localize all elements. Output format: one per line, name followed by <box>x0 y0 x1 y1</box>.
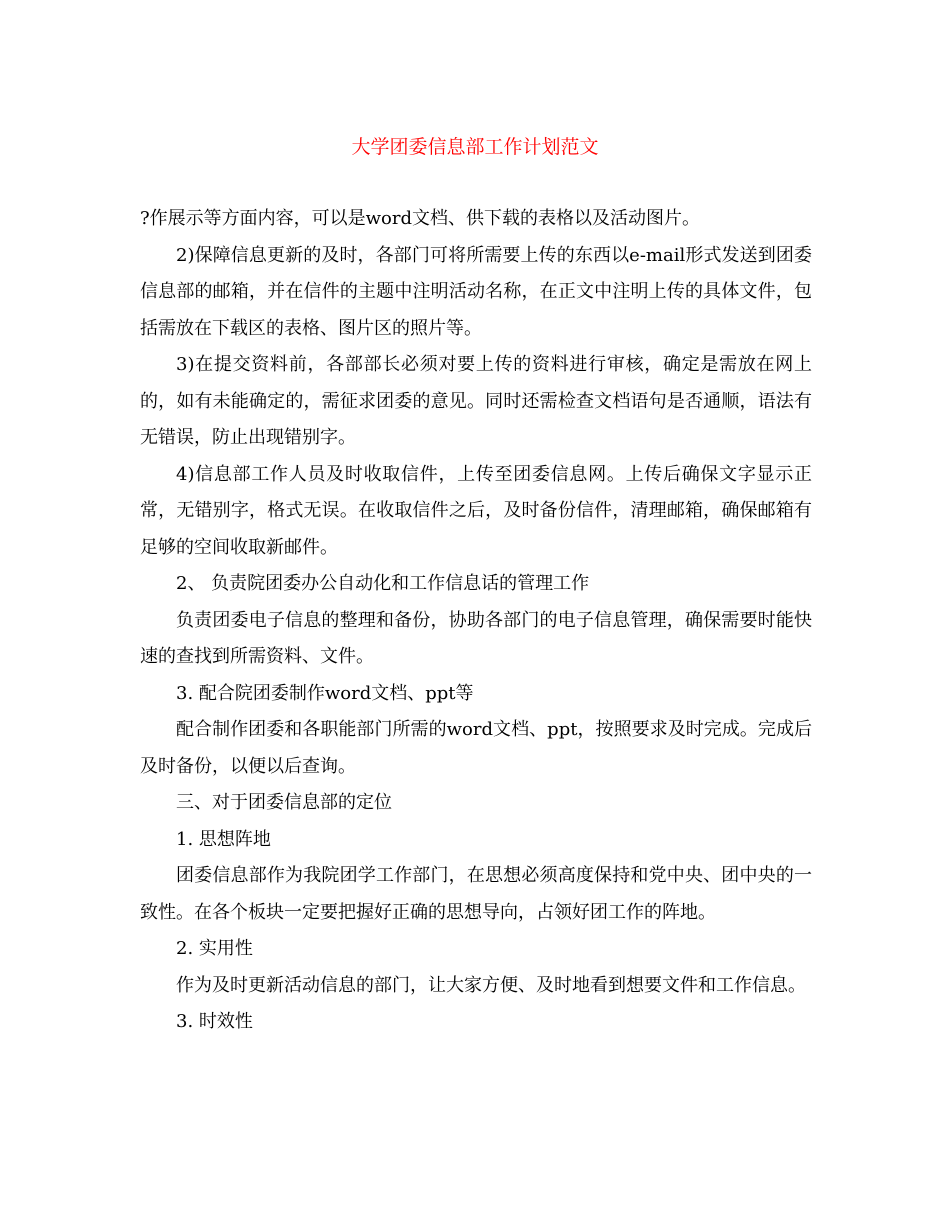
subsection-heading: 1. 思想阵地 <box>176 828 271 850</box>
paragraph: 配合制作团委和各职能部门所需的word文档、ppt，按照要求及时完成。完成后及时备份，以便以后查询。 <box>140 719 812 777</box>
document-body <box>140 201 812 1041</box>
paragraph: 3)在提交资料前，各部部长必须对要上传的资料进行审核，确定是需放在网上的，如有未能确定的，需征求团委的意见。同时还需检查文档语句是否通顺，语法有无错误，防止出现错别字。 <box>140 354 812 448</box>
paragraph: ?作展示等方面内容，可以是word文档、供下载的表格以及活动图片。 <box>140 208 701 229</box>
subsection-heading: 3. 时效性 <box>176 1011 253 1032</box>
subsection-heading: 2. 实用性 <box>176 938 253 959</box>
section-heading: 2、 负责院团委办公自动化和工作信息话的管理工作 <box>176 573 590 594</box>
document-title: 大学团委信息部工作计划范文 <box>351 136 599 158</box>
paragraph: 负责团委电子信息的整理和备份，协助各部门的电子信息管理，确保需要时能快速的查找到所需资料、文件。 <box>140 609 812 667</box>
paragraph: 4)信息部工作人员及时收取信件，上传至团委信息网。上传后确保文字显示正常，无错别字，格式无误。在收取信件之后，及时备份信件，清理邮箱，确保邮箱有足够的空间收取新邮件。 <box>140 463 812 558</box>
section-heading: 三、对于团委信息部的定位 <box>176 792 392 813</box>
paragraph: 团委信息部作为我院团学工作部门，在思想必须高度保持和党中央、团中央的一致性。在各个板块一定要把握好正确的思想导向，占领好团工作的阵地。 <box>140 865 812 923</box>
paragraph: 2)保障信息更新的及时，各部门可将所需要上传的东西以e-mail形式发送到团委信息部的邮箱，并在信件的主题中注明活动名称，在正文中注明上传的具体文件，包括需放在下载区的表格、图片区的照片等。 <box>140 244 812 339</box>
section-heading: 3. 配合院团委制作word文档、ppt等 <box>176 682 474 704</box>
paragraph: 作为及时更新活动信息的部门，让大家方便、及时地看到想要文件和工作信息。 <box>176 974 806 996</box>
